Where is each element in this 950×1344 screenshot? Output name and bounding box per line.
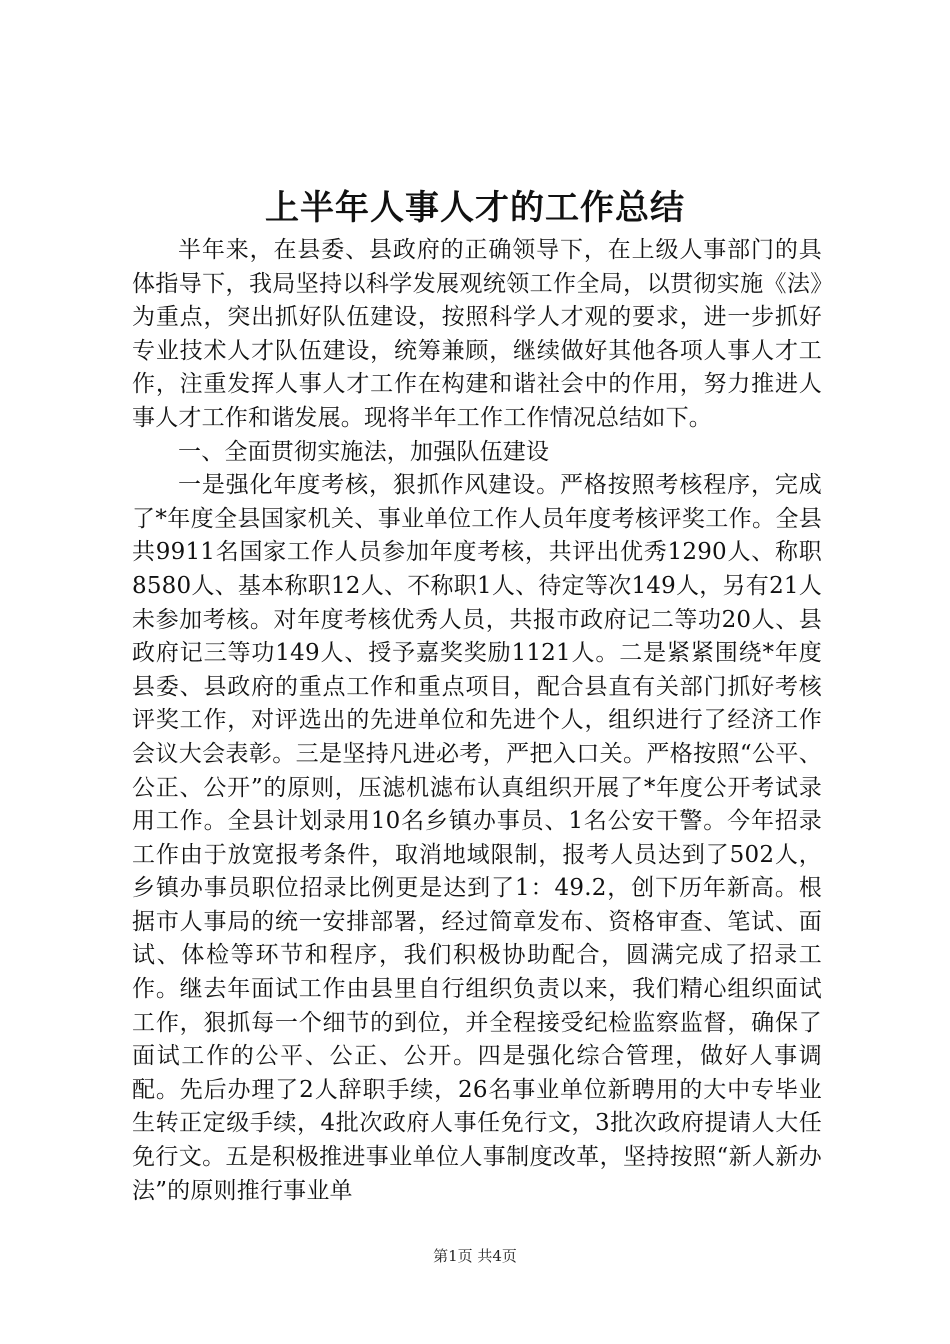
document-title: 上半年人事人才的工作总结: [265, 188, 685, 228]
intro-paragraph: 半年来，在县委、县政府的正确领导下，在上级人事部门的具体指导下，我局坚持以科学发展观统领工作全局，以贯彻实施《法》为重点，突出抓好队伍建设，按照科学人才观的要求，进一步抓好专业技术人才队伍建设，统筹兼顾，继续做好其他各项人事人才工作，注重发挥人事人才工作在构建和谐社会中的作用，努力推进人事人才工作和谐发展。现将半年工作工作情况总结如下。: [132, 237, 822, 431]
page-number-footer: 第1页 共4页: [433, 1247, 517, 1265]
section-heading: 一、全面贯彻实施法，加强队伍建设: [178, 438, 550, 465]
body-paragraph: 一是强化年度考核，狠抓作风建设。严格按照考核程序，完成了*年度全县国家机关、事业单位工作人员年度考核评奖工作。全县共9911名国家工作人员参加年度考核，共评出优秀1290人、称职8580人、基本称职12人、不称职1人、待定等次149人，另有21人未参加考核。对年度考核优秀人员，共报市政府记二等功20人、县政府记三等功149人、授予嘉奖奖励1121人。二是紧紧围绕*年度县委、县政府的重点工作和重点项目，配合县直有关部门抓好考核评奖工作，对评选出的先进单位和先进个人，组织进行了经济工作会议大会表彰。三是坚持凡进必考，严把入口关。严格按照“公平、公正、公开”的原则，压滤机滤布认真组织开展了*年度公开考试录用工作。全县计划录用10名乡镇办事员、1名公安干警。今年招录工作由于放宽报考条件，取消地域限制，报考人员达到了502人，乡镇办事员职位招录比例更是达到了1：49.2，创下历年新高。根据市人事局的统一安排部署，经过简章发布、资格审查、笔试、面试、体检等环节和程序，我们积极协助配合，圆满完成了招录工作。继去年面试工作由县里自行组织负责以来，我们精心组织面试工作，狠抓每一个细节的到位，并全程接受纪检监察监督，确保了面试工作的公平、公正、公开。四是强化综合管理，做好人事调配。先后办理了2人辞职手续，26名事业单位新聘用的大中专毕业生转正定级手续，4批次政府人事任免行文，3批次政府提请人大任免行文。五是积极推进事业单位人事制度改革，坚持按照“新人新办法”的原则推行事业单: [132, 472, 822, 1204]
document-body: [132, 234, 822, 1208]
